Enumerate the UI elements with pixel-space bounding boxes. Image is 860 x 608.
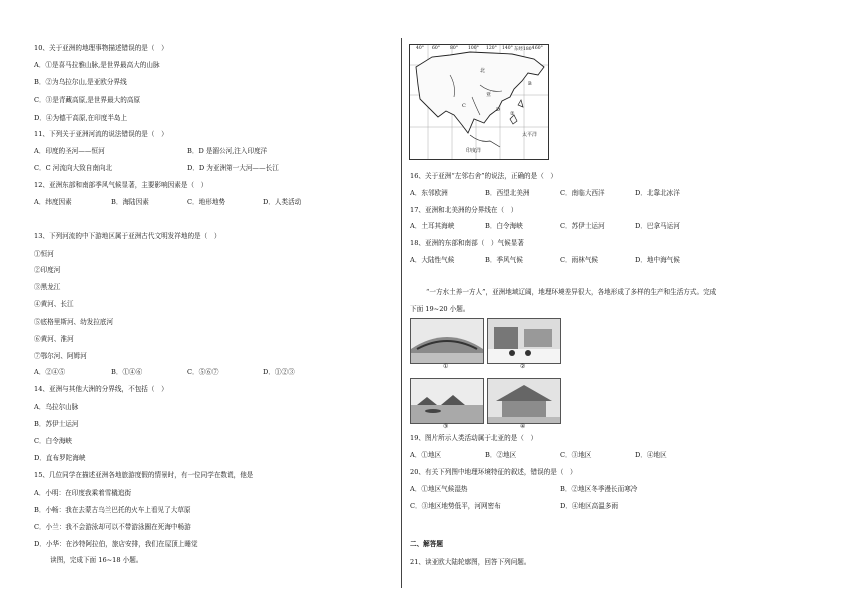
left-line-5: 11、下列关于亚洲河流的说法错误的是（ ） — [34, 130, 168, 138]
left-option-3: D．D 为亚洲第一大河——长江 — [187, 164, 279, 172]
right-option-17: B．②地区冬季漫长而寒冷 — [560, 485, 638, 493]
right-line-1: 17、亚洲和北美洲的分界线在（ ） — [410, 206, 518, 214]
asia-outline-map — [409, 44, 549, 160]
left-option-7: D．人类活动 — [263, 198, 302, 206]
left-line-22: B．小畅：我在去蒙古乌兰巴托的火车上看见了大草原 — [34, 506, 191, 514]
photo-4 — [487, 378, 561, 424]
right-option-13: B．②地区 — [485, 451, 517, 459]
right-option-16: A．①地区气候湿热 — [410, 485, 468, 493]
left-option-0: A．印度的圣河——恒河 — [34, 147, 105, 155]
right-line-2: 18、亚洲的东部和南部（ ）气候显著 — [410, 239, 524, 247]
right-option-11: D．地中海气候 — [635, 256, 680, 264]
right-line-6: 20、有关下列图中地理环境特征的叙述，错误的是（ ） — [410, 468, 577, 476]
left-line-10: ③黑龙江 — [34, 283, 61, 291]
left-option-6: C．地形地势 — [187, 198, 226, 206]
left-line-24: D．小华：在沙特阿拉伯，旅店安排，我们在屋顶上睡觉 — [34, 540, 198, 548]
right-option-5: B．白令海峡 — [485, 222, 523, 230]
column-divider — [401, 38, 402, 588]
right-option-3: D．北靠北冰洋 — [635, 189, 680, 197]
left-line-7: 13、下列河流的中下游地区属于亚洲古代文明发祥地的是（ ） — [34, 232, 221, 240]
left-line-17: B．苏伊士运河 — [34, 420, 79, 428]
question-21: 21、读亚欧大陆轮廓图，回答下列问题。 — [410, 558, 531, 566]
right-option-18: C．③地区地势低平，河网密布 — [410, 502, 501, 510]
photo-3 — [410, 378, 484, 424]
map-lon-label: 80° — [450, 46, 458, 51]
left-line-19: D．直布罗陀海峡 — [34, 454, 86, 462]
left-line-12: ⑤底格里斯河、幼发拉底河 — [34, 318, 114, 326]
map-label: 印度洋 — [466, 148, 482, 154]
left-line-4: D．④为德干高原,在印度半岛上 — [34, 114, 128, 122]
left-line-16: A．乌拉尔山脉 — [34, 403, 79, 411]
photo-label-4: ④ — [520, 423, 526, 430]
right-option-7: D．巴拿马运河 — [635, 222, 680, 230]
right-option-1: B．西望北美洲 — [485, 189, 530, 197]
right-option-9: B．季风气候 — [485, 256, 523, 264]
map-label: 太平洋 — [522, 132, 538, 138]
right-option-19: D．④地区高温多雨 — [560, 502, 619, 510]
photo-2 — [487, 318, 561, 364]
right-option-4: A．土耳其海峡 — [410, 222, 455, 230]
map-lon-label: 100° — [468, 46, 479, 51]
left-line-25: 读图，完成下面 16~18 小题。 — [50, 556, 143, 564]
right-line-3: “一方水土养一方人”，亚洲地域辽阔，地理环境差异很大，各地形成了多样的生产和生活方式。完成 — [426, 288, 717, 296]
photo-label-1: ① — [443, 363, 449, 370]
map-label: ② — [510, 111, 515, 117]
left-line-20: 15、几位同学在描述亚洲各地旅游度假的情景时，有一位同学在数谎，他是 — [34, 471, 254, 479]
right-option-14: C．③地区 — [560, 451, 592, 459]
map-lon-label: 东经180° — [514, 47, 534, 52]
photo-1 — [410, 318, 484, 364]
left-line-8: ①恒河 — [34, 250, 54, 258]
left-option-8: A．②④⑤ — [34, 368, 66, 376]
map-lon-label: 140° — [502, 46, 513, 51]
left-option-11: D．①②③ — [263, 368, 295, 376]
right-option-0: A．东邻欧洲 — [410, 189, 448, 197]
left-line-2: B．②为乌拉尔山,是亚欧分界线 — [34, 78, 127, 86]
map-lon-label: 160° — [532, 46, 543, 51]
left-line-6: 12、亚洲东部和南部季风气候显著，主要影响因素是（ ） — [34, 181, 208, 189]
left-line-23: C．小兰：我不会游泳却可以不带游泳圈在死海中畅游 — [34, 523, 191, 531]
left-line-1: A．①是喜马拉雅山脉,是世界最高大的山脉 — [34, 61, 160, 69]
map-lon-label: 40° — [416, 46, 424, 51]
map-svg — [410, 45, 548, 159]
map-lon-label: 60° — [432, 46, 440, 51]
left-line-14: ⑦鄂尔河、阿姆河 — [34, 352, 87, 360]
section-title: 二、解答题 — [410, 540, 443, 548]
left-option-9: B．①④⑥ — [111, 368, 143, 376]
left-option-1: B．D 是湄公河,注入印度洋 — [187, 147, 268, 155]
right-option-8: A．大陆性气候 — [410, 256, 455, 264]
left-line-21: A．小明：在印度我乘着雪橇追街 — [34, 489, 132, 497]
map-label: 亚 — [486, 92, 492, 98]
right-line-4: 下面 19~20 小题。 — [410, 305, 470, 313]
photo-label-2: ② — [520, 363, 526, 370]
left-line-11: ④黄河、长江 — [34, 300, 74, 308]
left-line-0: 10、关于亚洲的地理事物描述错误的是（ ） — [34, 44, 168, 52]
map-label: 北 — [480, 68, 486, 74]
left-line-9: ②印度河 — [34, 266, 61, 274]
left-option-10: C．⑤⑥⑦ — [187, 368, 219, 376]
photo-label-3: ③ — [443, 423, 449, 430]
map-label: C — [462, 103, 466, 109]
right-option-2: C．南临大西洋 — [560, 189, 605, 197]
left-line-18: C．白令海峡 — [34, 437, 73, 445]
left-option-2: C．C 河流向大致自南向北 — [34, 164, 113, 172]
left-line-15: 14、亚洲与其他大洲的分界线，不包括（ ） — [34, 385, 168, 393]
map-label: B — [528, 81, 532, 87]
right-line-0: 16、关于亚洲“左邻右舍”的说法，正确的是（ ） — [410, 172, 558, 180]
right-option-15: D．④地区 — [635, 451, 667, 459]
right-option-12: A．①地区 — [410, 451, 442, 459]
left-line-3: C．③是青藏高原,是世界最大的高原 — [34, 96, 141, 104]
left-line-13: ⑥黄河、淮河 — [34, 335, 74, 343]
left-option-5: B．海陆因素 — [111, 198, 149, 206]
left-option-4: A．纬度因素 — [34, 198, 72, 206]
right-option-10: C．雨林气候 — [560, 256, 599, 264]
map-label: D — [496, 107, 501, 113]
right-option-6: C．苏伊士运河 — [560, 222, 605, 230]
right-line-5: 19、图片所示人类活动属于北亚的是（ ） — [410, 434, 538, 442]
map-lon-label: 120° — [486, 46, 497, 51]
